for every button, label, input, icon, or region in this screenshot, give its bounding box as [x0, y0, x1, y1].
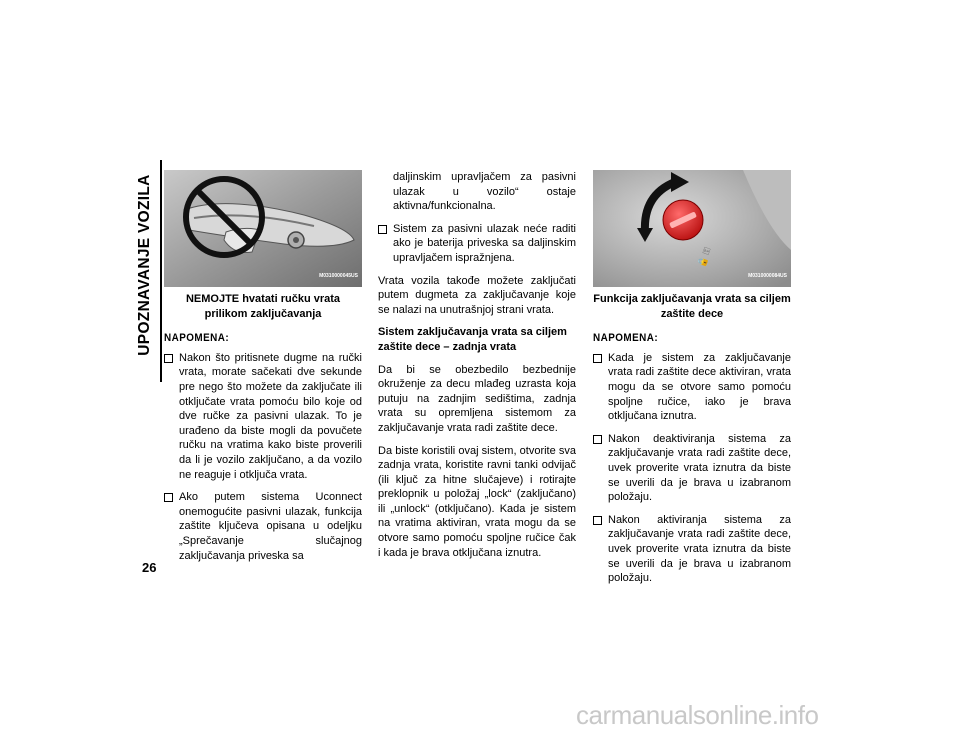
- figure-code: M0310000045US: [319, 273, 358, 280]
- page-number: 26: [142, 560, 157, 575]
- checkbox-bullet-icon: [593, 435, 602, 444]
- checkbox-bullet-icon: [164, 493, 173, 502]
- note-label: NAPOMENA:: [164, 332, 230, 345]
- list-item: Kada je sistem za zaključavanje vrata radi zaštite dece aktiviran, vrata mogu da se otvore samo pomoću spoljne ručice, iako je brava otključana iznutra.: [593, 351, 791, 424]
- note-list-continued: [378, 170, 576, 266]
- note-list: [593, 351, 791, 586]
- svg-text:🔒 ⚿: 🔒 ⚿: [696, 245, 713, 269]
- figure-door-handle: [164, 170, 362, 287]
- list-item: Nakon deaktiviranja sistema za zaključavanje vrata radi zaštite dece, uvek proverite vrata iznutra da biste se uverili da je brava u izabranom položaju.: [593, 432, 791, 505]
- paragraph: Vrata vozila takođe možete zaključati putem dugmeta za zaključavanje koje se nalazi na unutrašnjoj strani vrata.: [378, 274, 576, 316]
- list-item-continued: daljinskim upravljačem za pasivni ulazak u vozilo“ ostaje aktivna/funkcionalna.: [393, 171, 576, 213]
- list-item: Nakon što pritisnete dugme na ručki vrata, morate sačekati dve sekunde pre nego što možete da zaključate ili otključate vrata pomoću bilo koje od dve ručke za pasivni ulazak. To je urađeno da biste mogli da povučete ručku na vratima kako biste proverili da li je vozilo zaključano, a da vozilo ne reaguje i otključa vrata.: [164, 351, 362, 482]
- list-item: Nakon aktiviranja sistema za zaključavanje vrata radi zaštite dece, uvek proverite vrata iznutra da biste se uverili da je brava u izabranom položaju.: [593, 513, 791, 586]
- figure-code: M0310000084US: [748, 273, 787, 280]
- checkbox-bullet-icon: [378, 225, 387, 234]
- list-item: Sistem za pasivni ulazak neće raditi ako je baterija priveska sa daljinskim upravljačem ispražnjena.: [378, 222, 576, 266]
- watermark-url: carmanualsonline.info: [576, 700, 819, 730]
- section-heading: Sistem zaključavanja vrata sa ciljem zaštite dece – zadnja vrata: [378, 326, 567, 353]
- figure-caption: Funkcija zaključavanja vrata sa ciljem zaštite dece: [593, 293, 791, 320]
- note-list: [164, 351, 362, 563]
- section-title: UPOZNAVANJE VOZILA: [136, 174, 153, 356]
- paragraph: Da biste koristili ovaj sistem, otvorite sva zadnja vrata, koristite ravni tanki odvijač (ili ključ za hitne slučajeve) i rotirajte preklopnik u položaj „lock“ (zaključano) ili „unlock“ (otključano). Kada je sistem na vratima aktiviran, vrata mogu da se otvore samo pomoću spoljne ručice čak i kada je brava otključana iznutra.: [378, 444, 576, 559]
- section-tab: [128, 160, 162, 382]
- paragraph: Da bi se obezbedilo bezbednije okruženje za decu mlađeg uzrasta koja putuju na zadnjim sedištima, zadnja vrata su opremljena sistemom za zaključavanje vrata radi zaštite dece.: [378, 363, 576, 434]
- list-item: Ako putem sistema Uconnect onemogućite pasivni ulazak, funkcija zaštite ključeva opisana u odeljku „Sprečavanje slučajnog zaključavanja priveska sa: [164, 490, 362, 563]
- column-3: [593, 170, 791, 594]
- checkbox-bullet-icon: [593, 354, 602, 363]
- checkbox-bullet-icon: [593, 516, 602, 525]
- column-2: [378, 170, 576, 568]
- note-label: NAPOMENA:: [593, 332, 659, 345]
- checkbox-bullet-icon: [164, 354, 173, 363]
- figure-caption: NEMOJTE hvatati ručku vrata prilikom zaključavanja: [185, 293, 341, 320]
- figure-child-lock: [593, 170, 791, 287]
- column-1: [164, 170, 362, 571]
